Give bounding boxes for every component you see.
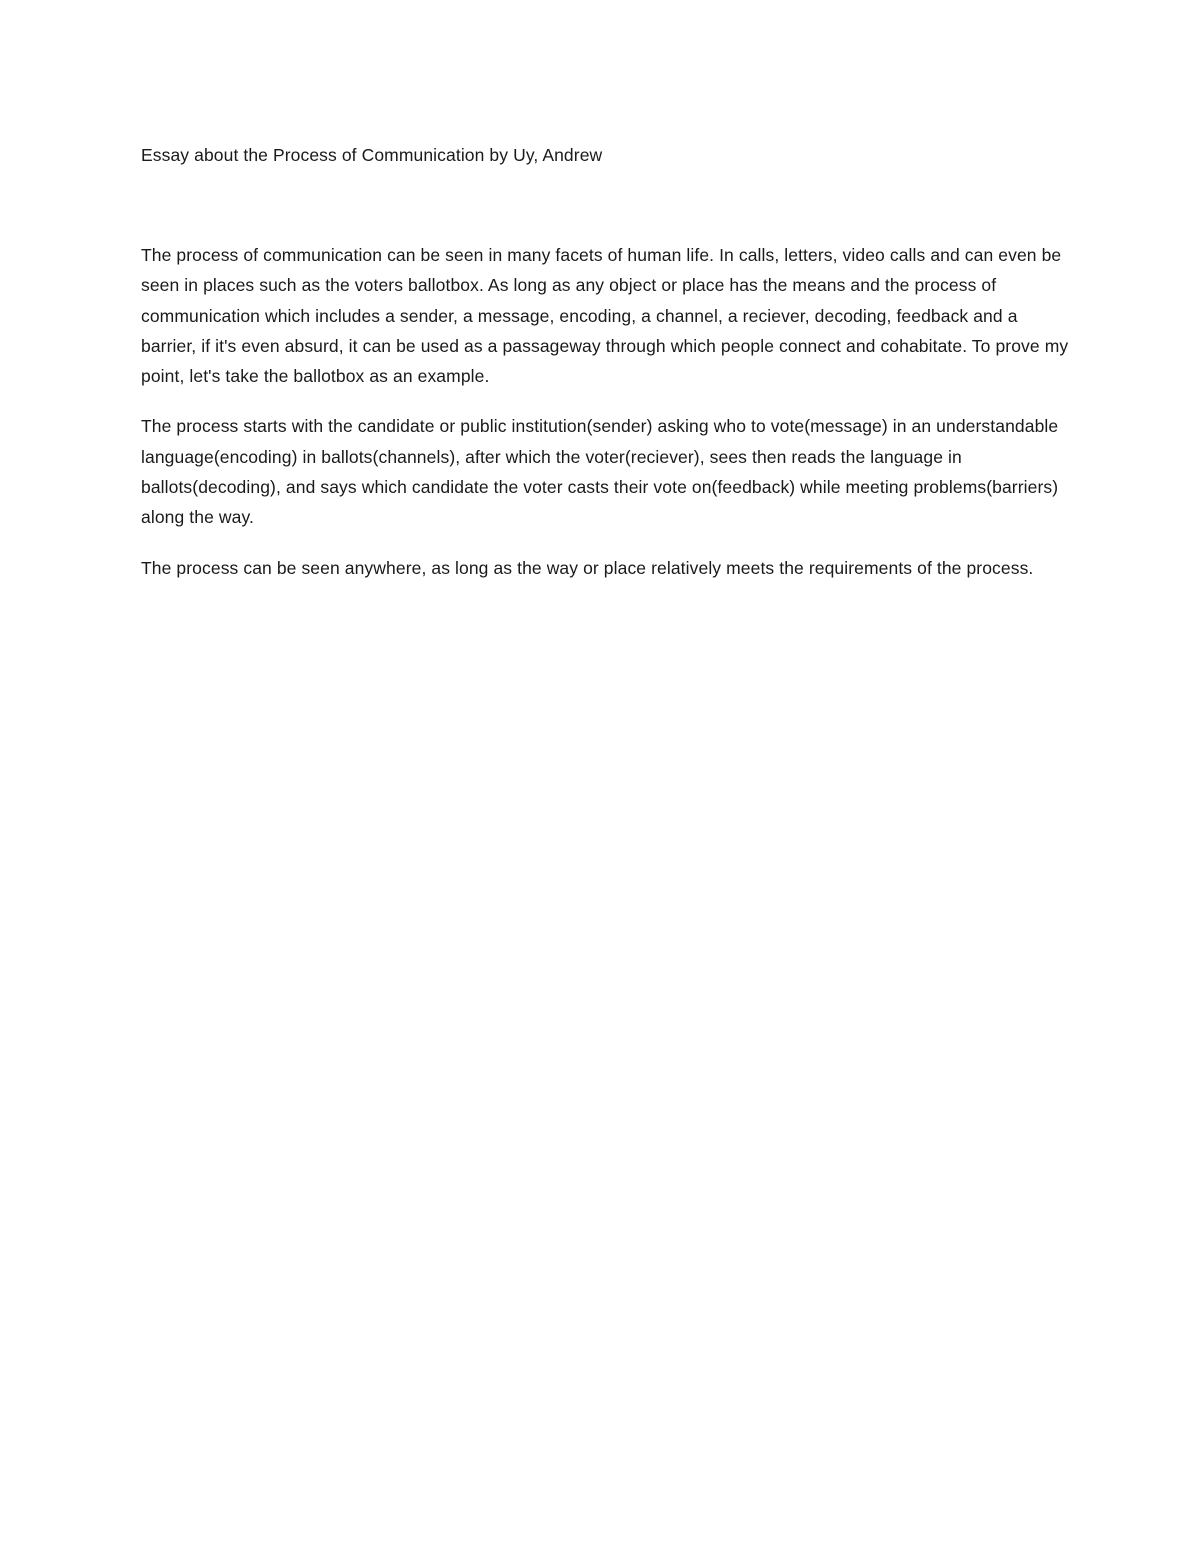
essay-body xyxy=(141,240,1071,583)
document-content xyxy=(141,140,1071,603)
paragraph-1: The process of communication can be seen in many facets of human life. In calls, letters, video calls and can even be seen in places such as the voters ballotbox. As long as any object or place has the means and the process of communication which includes a sender, a message, encoding, a channel, a reciever, decoding, feedback and a barrier, if it's even absurd, it can be used as a passageway through which people connect and cohabitate. To prove my point, let's take the ballotbox as an example. xyxy=(141,245,1069,387)
paragraph-3: The process can be seen anywhere, as long as the way or place relatively meets the requirements of the process. xyxy=(141,557,1034,578)
paragraph-2: The process starts with the candidate or public institution(sender) asking who to vote(message) in an understandable language(encoding) in ballots(channels), after which the voter(reciever), sees then reads the language in ballots(decoding), and says which candidate the voter casts their vote on(feedback) while meeting problems(barriers) along the way. xyxy=(141,416,1059,528)
essay-title: Essay about the Process of Communication by Uy, Andrew xyxy=(141,145,603,165)
